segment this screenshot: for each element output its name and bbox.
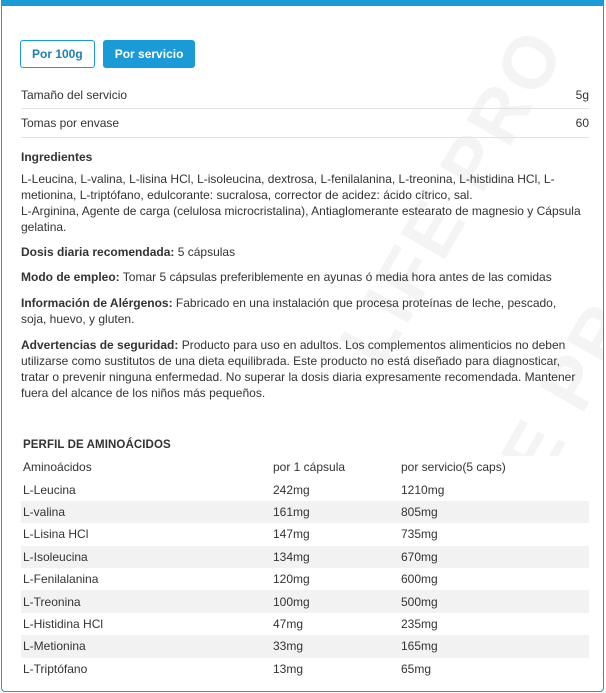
column-header: Aminoácidos [21,456,271,478]
amino-name: L-Leucina [21,478,271,500]
amino-per-serving: 600mg [399,568,589,590]
amino-profile-title: PERFIL DE AMINOÁCIDOS [21,434,271,456]
amino-name: L-Treonina [21,590,271,612]
amino-per-capsule: 100mg [271,590,399,612]
table-header-row [21,456,589,478]
table-row [21,523,589,545]
usage-label: Modo de empleo: [21,270,120,284]
amino-per-capsule: 47mg [271,613,399,635]
serving-tabs [20,40,195,68]
amino-per-capsule: 33mg [271,635,399,657]
column-header: por servicio(5 caps) [399,456,589,478]
doses-value: 60 [575,116,589,130]
table-row [21,635,589,657]
amino-per-capsule: 161mg [271,501,399,523]
ingredients-text: L-Leucina, L-valina, L-lisina HCl, L-isoleucina, dextrosa, L-fenilalanina, L-treonina, L-histidina HCl, L-metionina, L-triptófano, edulcorante: sucralosa, corrector de acidez: ácido cítrico, sal. [21,172,555,202]
ingredients-section [21,149,581,235]
amino-per-capsule: 147mg [271,523,399,545]
warnings-section [21,337,581,401]
daily-dose-value: 5 cápsulas [177,245,236,259]
serving-size-label: Tamaño del servicio [21,88,128,102]
table-row [21,568,589,590]
amino-table [21,456,589,680]
ingredients-heading: Ingredientes [21,150,93,164]
table-row [21,501,589,523]
warnings-label: Advertencias de seguridad: [21,338,179,352]
column-header: por 1 cápsula [271,456,399,478]
allergens-label: Información de Alérgenos: [21,296,173,310]
amino-name: L-Fenilalanina [21,568,271,590]
doses-label: Tomas por envase [21,116,120,130]
amino-per-serving: 735mg [399,523,589,545]
amino-per-capsule: 242mg [271,478,399,500]
table-row [21,590,589,612]
divider [21,137,589,138]
amino-per-serving: 165mg [399,635,589,657]
usage-section [21,269,581,285]
amino-per-serving: 235mg [399,613,589,635]
amino-name: L-Isoleucina [21,546,271,568]
table-row [21,478,589,500]
daily-dose-section [21,244,581,260]
usage-value: Tomar 5 cápsulas preferiblemente en ayunas ó media hora antes de las comidas [122,270,552,284]
amino-per-serving: 65mg [399,658,589,680]
table-row [21,658,589,680]
amino-per-serving: 805mg [399,501,589,523]
allergens-section [21,295,581,327]
amino-name: L-Triptófano [21,658,271,680]
amino-per-serving: 500mg [399,590,589,612]
amino-per-capsule: 120mg [271,568,399,590]
table-row [21,546,589,568]
amino-name: L-Histidina HCl [21,613,271,635]
allergens-value: Fabricado en una instalación que procesa proteínas de leche, pescado, soja, huevo, y gluten. [21,296,557,326]
amino-name: L-valina [21,501,271,523]
amino-per-capsule: 134mg [271,546,399,568]
amino-name: L-Lisina HCl [21,523,271,545]
tab-per-100g[interactable]: Por 100g [20,40,95,68]
tab-per-serving[interactable]: Por servicio [103,40,196,68]
amino-per-serving: 670mg [399,546,589,568]
ingredients-extra-text: L-Arginina, Agente de carga (celulosa microcristalina), Antiaglomerante estearato de magnesio y Cápsula gelatina. [21,204,581,234]
serving-size-row [21,88,589,102]
daily-dose-label: Dosis diaria recomendada: [21,245,175,259]
table-row [21,613,589,635]
serving-size-value: 5g [575,88,589,102]
amino-name: L-Metionina [21,635,271,657]
doses-row [21,116,589,130]
amino-per-capsule: 13mg [271,658,399,680]
nutrition-panel [1,0,604,692]
amino-per-serving: 1210mg [399,478,589,500]
divider [21,108,589,109]
amino-profile [21,434,589,680]
warnings-value: Producto para uso en adultos. Los complementos alimenticios no deben utilizarse como sustitutos de una dieta equilibrada. Este producto no está diseñado para diagnosticar, tratar o prevenir ninguna enfermedad. No superar la dosis diaria expresamente recomendada. Mantener fuera del alcance de los niños más pequeños. [21,338,576,400]
